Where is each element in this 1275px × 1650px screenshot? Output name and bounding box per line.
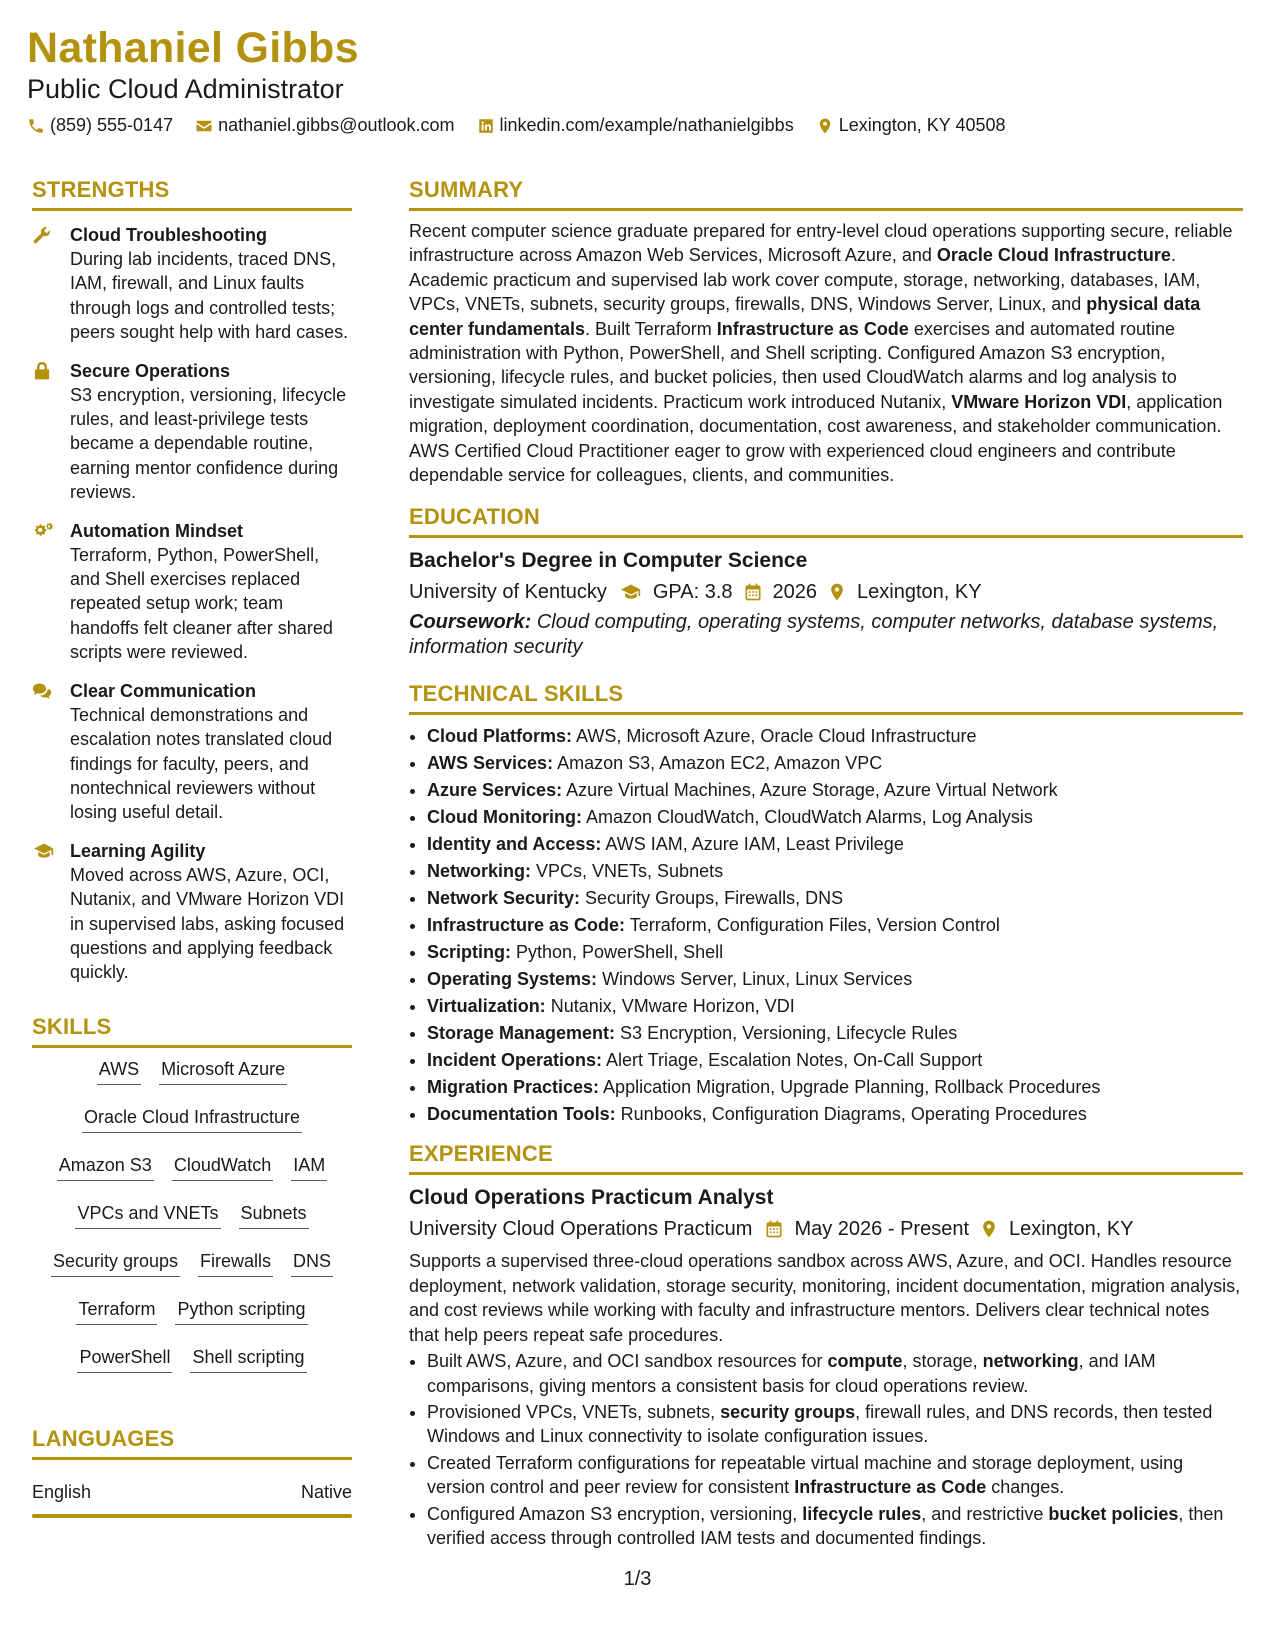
degree-title: Bachelor's Degree in Computer Science (409, 549, 808, 573)
strength-desc: Terraform, Python, PowerShell, and Shell exercises replaced repeated setup work; team handoffs felt cleaner after shared scripts were reviewed. (70, 544, 333, 663)
strength-item (32, 519, 352, 665)
technical-skill-label: Identity and Access: (427, 834, 602, 855)
technical-skill-item (427, 804, 1243, 831)
chat-icon (32, 681, 52, 701)
bullet-emphasis: bucket policies (1048, 1503, 1179, 1524)
technical-skill-label: Documentation Tools: (427, 1104, 616, 1125)
strength-title: Automation Mindset (70, 520, 243, 541)
section-rule (32, 208, 352, 211)
phone-text: (859) 555-0147 (50, 115, 174, 135)
bullet-text: Created Terraform configurations for repeatable virtual machine and storage deployment, using version control and peer review for consistent (427, 1452, 1184, 1498)
technical-skill-item (427, 1020, 1243, 1047)
calendar-icon (764, 1219, 784, 1239)
technical-skill-value: Alert Triage, Escalation Notes, On-Call Support (602, 1050, 983, 1071)
summary-text: exercises and automated routine administration with Python, PowerShell, and Shell scripting. Configured Amazon S3 encryption, versioning, lifecycle rules, and bucket policies, then used CloudWatch alarms and log analysis to investigate simulated incidents. Practicum work introduced Nutanix, (409, 318, 1177, 412)
summary-text (409, 219, 1243, 487)
job-bullet (427, 1502, 1243, 1551)
gears-icon (32, 521, 56, 541)
technical-skill-value: Nutanix, VMware Horizon, VDI (545, 996, 795, 1017)
envelope-icon (195, 117, 213, 135)
summary-emphasis: Infrastructure as Code (716, 318, 909, 339)
calendar-icon (743, 582, 763, 602)
skill-tag: Subnets (239, 1200, 309, 1229)
job-title: Cloud Operations Practicum Analyst (409, 1186, 774, 1210)
strength-title: Secure Operations (70, 360, 231, 381)
bullet-text: , and IAM comparisons, giving mentors a consistent basis for cloud operations review. (427, 1351, 1156, 1396)
technical-skill-item (427, 885, 1243, 912)
contact-bar (27, 115, 1247, 136)
bullet-emphasis: networking (982, 1351, 1079, 1372)
technical-skill-value: Python, PowerShell, Shell (511, 942, 724, 963)
technical-skill-item (427, 939, 1243, 966)
strength-item (32, 679, 352, 825)
strength-title: Learning Agility (70, 840, 206, 861)
skill-tag: Oracle Cloud Infrastructure (82, 1104, 302, 1133)
technical-skill-label: Virtualization: (427, 996, 546, 1017)
technical-skill-label: Infrastructure as Code: (427, 915, 626, 936)
school-name: University of Kentucky (409, 581, 607, 604)
bullet-text: , then verified access through controlled IAM tests and documented findings. (427, 1503, 1224, 1548)
section-rule (409, 1172, 1243, 1175)
coursework-text: Cloud computing, operating systems, computer networks, database systems, information security (409, 611, 1219, 659)
lock-icon (32, 361, 52, 381)
left-column (32, 176, 352, 1518)
map-pin-icon (979, 1219, 999, 1239)
job-meta (409, 1215, 1243, 1243)
summary-text: Recent computer science graduate prepared for entry-level cloud operations supporting secure, reliable infrastructure across Amazon Web Services, Microsoft Azure, and (409, 221, 1233, 266)
technical-skill-item (427, 1047, 1243, 1074)
skill-tag: Microsoft Azure (159, 1056, 287, 1085)
technical-skill-item (427, 723, 1243, 750)
skill-tag: Amazon S3 (57, 1152, 154, 1181)
technical-skill-value: Windows Server, Linux, Linux Services (597, 969, 913, 990)
bullet-text: , storage, (902, 1351, 983, 1372)
technical-skill-value: Application Migration, Upgrade Planning, Rollback Procedures (599, 1077, 1101, 1098)
coursework (409, 610, 1243, 660)
technical-skill-item (427, 1101, 1243, 1128)
skill-tag: Python scripting (175, 1296, 307, 1325)
technical-skill-value: S3 Encryption, Versioning, Lifecycle Rules (615, 1023, 958, 1044)
technical-skills-list (409, 723, 1243, 1128)
education-heading: EDUCATION (409, 504, 540, 530)
strengths-heading: STRENGTHS (32, 177, 170, 202)
strength-desc: S3 encryption, versioning, lifecycle rules, and least-privilege tests became a dependable routine, earning mentor confidence during reviews. (70, 384, 347, 503)
contact-linkedin[interactable] (477, 115, 794, 136)
skills-tag-cloud (32, 1048, 352, 1373)
technical-skill-value: AWS, Microsoft Azure, Oracle Cloud Infrastructure (572, 726, 977, 747)
bullet-emphasis: Infrastructure as Code (794, 1477, 987, 1498)
graduation-cap-icon (32, 841, 56, 861)
technical-skill-item (427, 777, 1243, 804)
summary-text: . Built Terraform (585, 318, 717, 339)
technical-skill-label: Cloud Monitoring: (427, 807, 582, 828)
skill-tag: PowerShell (77, 1344, 172, 1373)
bullet-text: Provisioned VPCs, VNETs, subnets, (427, 1401, 721, 1422)
technical-skill-item (427, 831, 1243, 858)
skill-tag: VPCs and VNETs (75, 1200, 220, 1229)
strength-title: Cloud Troubleshooting (70, 225, 267, 245)
map-pin-icon (827, 582, 847, 602)
contact-email[interactable] (195, 115, 454, 136)
candidate-title: Public Cloud Administrator (27, 74, 344, 104)
section-rule (409, 535, 1243, 538)
strength-item (32, 223, 352, 345)
summary-heading: SUMMARY (409, 177, 524, 202)
map-pin-icon (816, 117, 834, 135)
section-rule (409, 208, 1243, 211)
technical-skill-value: Runbooks, Configuration Diagrams, Operating Procedures (615, 1104, 1087, 1125)
skill-tag: AWS (97, 1056, 141, 1085)
bullet-text: Configured Amazon S3 encryption, versioning, (427, 1503, 803, 1524)
job-org: University Cloud Operations Practicum (409, 1218, 753, 1241)
technical-skill-item (427, 993, 1243, 1020)
skill-tag: Terraform (76, 1296, 157, 1325)
education-location: Lexington, KY (857, 581, 982, 604)
graduation-cap-icon (619, 582, 643, 602)
language-name: English (32, 1481, 92, 1502)
language-level-bar (32, 1514, 352, 1518)
technical-skill-label: Scripting: (427, 942, 511, 963)
bullet-emphasis: lifecycle rules (802, 1503, 922, 1524)
bullet-text: changes. (986, 1477, 1065, 1498)
job-description: Supports a supervised three-cloud operations sandbox across AWS, Azure, and OCI. Handles resource deployment, network validation, storage security, monitoring, incident documentation, migration analysis, and cost reviews while working with faculty and infrastructure mentors. Delivers clear technical notes that help peers repeat safe procedures. (409, 1251, 1241, 1345)
bullet-text: , firewall rules, and DNS records, then tested Windows and Linux connectivity to isolate configuration issues. (427, 1401, 1213, 1447)
technical-skill-item (427, 750, 1243, 777)
section-rule (32, 1457, 352, 1460)
technical-skill-item (427, 966, 1243, 993)
summary-text: . Academic practicum and supervised lab work cover compute, storage, networking, databases, IAM, VPCs, VNETs, subnets, security groups, firewalls, DNS, Windows Server, Linux, and (409, 245, 1201, 315)
technical-skill-label: Cloud Platforms: (427, 726, 573, 747)
summary-emphasis: Oracle Cloud Infrastructure (936, 245, 1171, 266)
language-level: Native (300, 1481, 352, 1502)
bullet-text: Built AWS, Azure, and OCI sandbox resources for (427, 1351, 828, 1372)
linkedin-icon (477, 117, 495, 135)
wrench-icon (32, 225, 52, 245)
job-dates: May 2026 - Present (794, 1218, 969, 1241)
technical-skill-value: VPCs, VNETs, Subnets (531, 861, 724, 882)
strength-item (32, 359, 352, 505)
strength-desc: Technical demonstrations and escalation notes translated cloud findings for faculty, peers, and nontechnical reviewers without losing useful detail. (70, 704, 333, 823)
contact-location (816, 115, 1006, 136)
resume-header (27, 22, 1247, 136)
location-text: Lexington, KY 40508 (838, 115, 1006, 135)
technical-skill-value: Amazon S3, Amazon EC2, Amazon VPC (553, 753, 883, 774)
gpa-text: GPA: 3.8 (652, 581, 733, 604)
email-text: nathaniel.gibbs@outlook.com (218, 115, 455, 135)
technical-skill-item (427, 912, 1243, 939)
skill-tag: Shell scripting (190, 1344, 306, 1373)
strength-title: Clear Communication (70, 680, 257, 701)
technical-skill-label: Migration Practices: (427, 1077, 600, 1098)
experience-heading: EXPERIENCE (409, 1141, 553, 1167)
strength-desc: Moved across AWS, Azure, OCI, Nutanix, and VMware Horizon VDI in supervised labs, asking focused questions and applying feedback quickly. (70, 864, 345, 983)
technical-skill-label: Incident Operations: (427, 1050, 603, 1071)
job-bullets (409, 1349, 1243, 1550)
linkedin-text: linkedin.com/example/nathanielgibbs (499, 115, 794, 135)
education-meta (409, 578, 1243, 606)
technical-skill-value: Terraform, Configuration Files, Version Control (625, 915, 1000, 936)
technical-skill-label: Operating Systems: (427, 969, 598, 990)
phone-icon (27, 117, 45, 135)
technical-skill-value: Amazon CloudWatch, CloudWatch Alarms, Log Analysis (581, 807, 1033, 828)
technical-skill-value: Security Groups, Firewalls, DNS (580, 888, 844, 909)
bullet-text: , and restrictive (921, 1503, 1049, 1524)
technical-skills-heading: TECHNICAL SKILLS (409, 681, 624, 707)
strength-item (32, 839, 352, 985)
languages-heading: LANGUAGES (32, 1425, 175, 1451)
summary-emphasis: physical data center fundamentals (409, 294, 1201, 339)
skills-heading: SKILLS (32, 1013, 112, 1039)
technical-skill-label: Azure Services: (427, 780, 563, 801)
job-bullet (427, 1349, 1243, 1398)
skill-tag: Security groups (51, 1248, 180, 1277)
skill-tag: Firewalls (198, 1248, 273, 1277)
job-bullet (427, 1400, 1243, 1449)
technical-skill-item (427, 858, 1243, 885)
technical-skill-item (427, 1074, 1243, 1101)
technical-skill-label: Networking: (427, 861, 532, 882)
page-number: 1/3 (623, 1568, 652, 1590)
graduation-year: 2026 (772, 581, 818, 604)
strength-desc: During lab incidents, traced DNS, IAM, firewall, and Linux faults through logs and controlled tests; peers sought help with hard cases. (70, 249, 349, 343)
summary-emphasis: VMware Horizon VDI (951, 391, 1127, 412)
job-bullet (427, 1451, 1243, 1500)
job-location: Lexington, KY (1009, 1218, 1134, 1241)
skill-tag: IAM (291, 1152, 327, 1181)
right-column (409, 176, 1243, 1552)
candidate-name: Nathaniel Gibbs (27, 24, 359, 72)
technical-skill-value: Azure Virtual Machines, Azure Storage, Azure Virtual Network (562, 780, 1058, 801)
bullet-emphasis: compute (827, 1351, 903, 1372)
coursework-label: Coursework: (409, 611, 532, 634)
contact-phone[interactable] (27, 115, 173, 136)
technical-skill-value: AWS IAM, Azure IAM, Least Privilege (601, 834, 904, 855)
technical-skill-label: Storage Management: (427, 1023, 616, 1044)
language-row (32, 1480, 352, 1504)
summary-text: , application migration, deployment coordination, documentation, cost awareness, and stakeholder communication. AWS Certified Cloud Practitioner eager to grow with experienced cloud engineers and contribute dependable service for colleagues, clients, and communities. (409, 391, 1223, 486)
section-rule (409, 712, 1243, 715)
skill-tag: DNS (291, 1248, 333, 1277)
technical-skill-label: Network Security: (427, 888, 581, 909)
skill-tag: CloudWatch (172, 1152, 273, 1181)
technical-skill-label: AWS Services: (427, 753, 554, 774)
bullet-emphasis: security groups (720, 1401, 856, 1422)
